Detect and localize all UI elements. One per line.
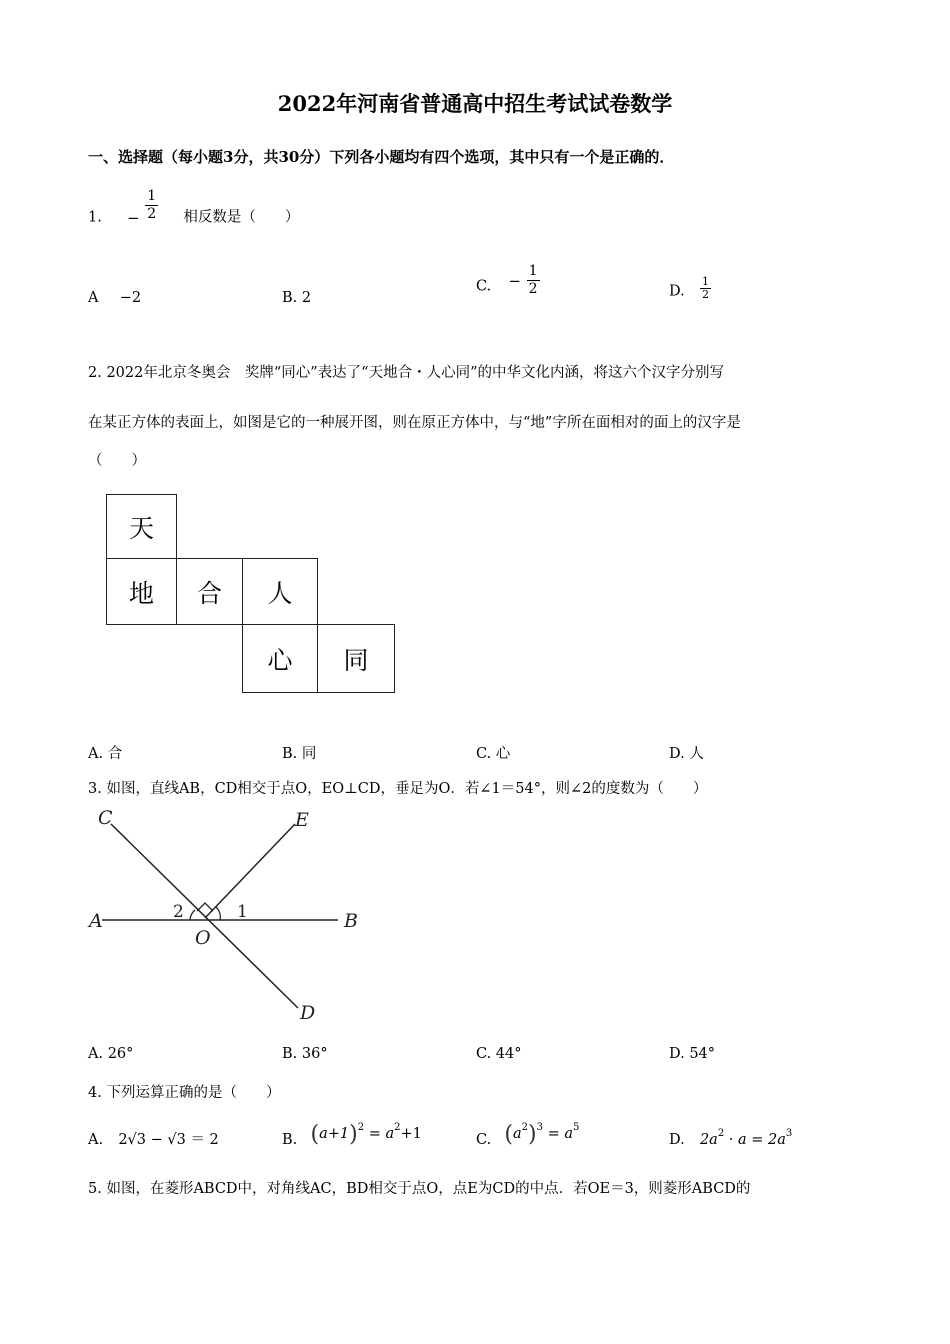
q2-line1: 2. 2022年北京冬奥会 奖牌“同心”表达了“天地合・人心同”的中华文化内涵，将这六个汉字分别写 [88,365,724,381]
q4-option-c [476,1122,579,1148]
angle-2-arc [190,910,195,920]
q4-stem: 4. 下列运算正确的是（ ） [88,1085,281,1101]
q1-option-a-label: A [88,290,99,306]
page-title: 2022年河南省普通高中招生考试试卷数学 [277,91,673,116]
q3-stem: 3. 如图，直线AB，CD相交于点O，EO⊥CD，垂足为O．若∠1＝54°，则∠2的度数为（ ） [88,781,708,797]
q2-option-a: A. 合 [88,746,123,762]
q1-option-d [669,276,711,301]
q4-option-d-lhs-exp: 2 [717,1128,725,1139]
right-angle-mark [197,903,213,911]
q1-option-d-fraction [700,276,711,301]
q1-fraction [145,188,158,223]
q4-option-c-base: a [513,1126,522,1142]
q4-option-d [669,1128,792,1148]
net-cell-di: 地 [106,558,177,625]
q4-option-a [88,1128,219,1149]
q1-option-a [88,290,141,306]
q1-option-a-value: −2 [119,290,142,306]
q1-neg-sign: − [127,208,140,227]
label-a: A [89,910,103,932]
label-e: E [295,809,309,831]
label-d: D [300,1002,316,1024]
q4-option-c-label: C. [476,1132,492,1148]
q1-frac-num: 1 [147,188,157,204]
section-heading: 一、选择题（每小题3分，共30分）下列各小题均有四个选项，其中只有一个是正确的． [88,148,675,166]
q1-option-c-num: 1 [528,263,538,279]
label-o: O [195,927,211,949]
q1-option-c-label: C. [476,278,492,295]
q1-option-c-neg: − [508,271,521,290]
q1-number: 1. [88,209,102,226]
net-cell-tian: 天 [106,494,177,559]
q3-figure [80,800,380,1030]
q1-option-c-fraction [527,263,540,298]
q2-option-b: B. 同 [282,746,317,762]
q4-option-b-rhs-exp: 2 [394,1122,401,1133]
q1-option-d-label: D. [669,283,685,300]
q1-text: 相反数是（ ） [183,209,300,226]
q5-stem: 5. 如图，在菱形ABCD中，对角线AC，BD相交于点O，点E为CD的中点．若OE＝3，则菱形ABCD的 [88,1181,751,1197]
q2-line3: （ ） [88,453,146,469]
q4-option-b-base: a+1 [319,1126,350,1142]
q1-option-c [476,263,540,298]
q4-option-b-tail: +1 [400,1126,422,1142]
net-cell-xin: 心 [242,624,318,693]
q4-option-b-rparen: ) [349,1122,358,1147]
line-cd [111,824,298,1008]
q4-option-d-label: D. [669,1132,685,1148]
q3-option-b: B. 36° [282,1046,328,1062]
q4-option-c-rhs: = a [547,1126,574,1142]
q1-option-b: B. 2 [282,290,312,306]
q4-option-a-label: A. [88,1132,104,1148]
q2-line2: 在某正方体的表面上，如图是它的一种展开图，则在原正方体中，与“地”字所在面相对的面上的汉字是 [88,415,741,431]
net-cell-ren: 人 [242,558,318,625]
q2-option-d: D. 人 [669,746,704,762]
q4-option-b-rhs: = a [368,1126,395,1142]
q4-option-a-expr: 2√3 − √3 ＝ 2 [118,1132,219,1148]
q1-frac-den: 2 [147,206,157,222]
label-angle-2: 2 [173,902,184,922]
q4-option-c-inner-exp: 2 [521,1122,529,1133]
label-c: C [98,807,113,829]
label-b: B [344,910,358,932]
q4-option-d-lhs: 2a [699,1132,718,1148]
q4-option-b-label: B. [282,1132,298,1148]
q4-option-c-lparen: ( [504,1122,513,1147]
q4-option-b-lparen: ( [310,1122,320,1147]
q4-option-b-exp: 2 [357,1122,365,1133]
q4-option-d-mid: · a = 2a [728,1132,786,1148]
q2-option-c: C. 心 [476,746,511,762]
q4-option-c-outer-exp: 3 [536,1122,543,1133]
q3-option-a: A. 26° [88,1046,134,1062]
angle-1-arc [216,907,220,920]
q1-option-d-den: 2 [701,288,709,301]
q3-option-d: D. 54° [669,1046,716,1062]
q4-option-c-rhs-exp: 5 [573,1122,580,1133]
q4-option-c-rparen: ) [528,1122,537,1147]
q3-option-c: C. 44° [476,1046,522,1062]
net-cell-tong: 同 [317,624,395,693]
label-angle-1: 1 [237,902,248,922]
net-cell-he: 合 [176,558,243,625]
q4-option-d-rhs-exp: 3 [785,1128,793,1139]
q1-option-c-den: 2 [528,281,538,297]
q1-stem [88,188,300,235]
q4-option-b [282,1122,422,1148]
q1-option-d-num: 1 [701,275,709,288]
line-oe [205,824,295,918]
